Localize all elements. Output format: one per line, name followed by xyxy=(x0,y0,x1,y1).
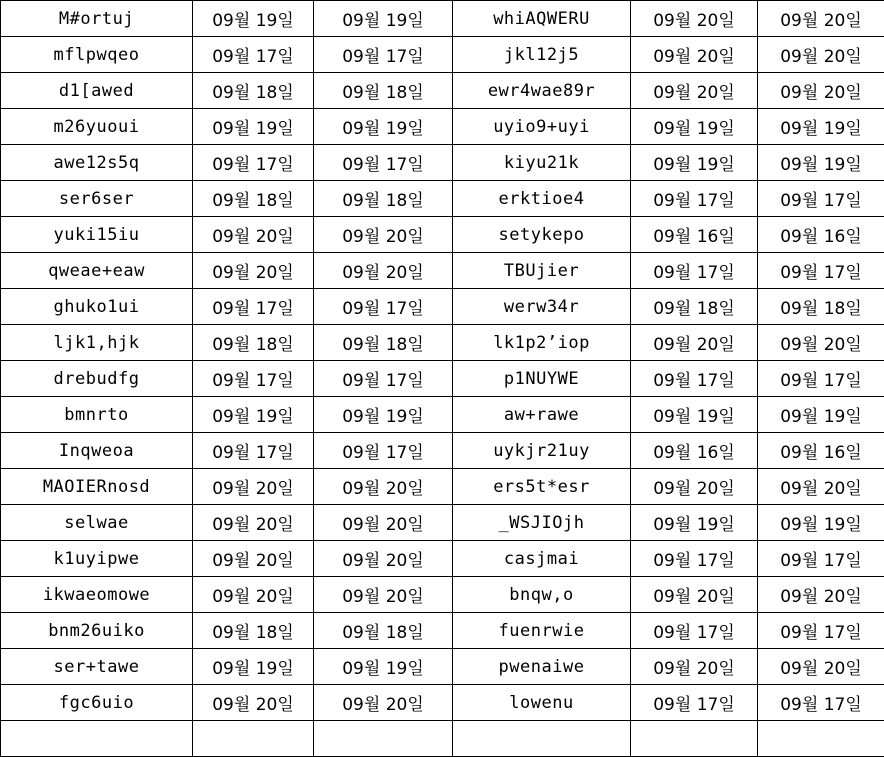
table-row xyxy=(1,73,884,109)
table-row xyxy=(1,397,884,433)
cell-name: yuki15iu xyxy=(1,217,193,253)
cell-name: d1[awed xyxy=(1,73,193,109)
cell-date: 09월 19일 xyxy=(193,649,314,685)
cell-name: casjmai xyxy=(453,541,631,577)
cell-name: setykepo xyxy=(453,217,631,253)
cell-date: 09월 17일 xyxy=(631,253,758,289)
table-row xyxy=(1,109,884,145)
cell-date: 09월 20일 xyxy=(758,649,884,685)
cell-date: 09월 18일 xyxy=(314,325,453,361)
cell-date: 09월 18일 xyxy=(193,325,314,361)
cell-name: erktioe4 xyxy=(453,181,631,217)
cell-name: kiyu21k xyxy=(453,145,631,181)
cell-date: 09월 20일 xyxy=(193,505,314,541)
cell-date: 09월 17일 xyxy=(758,253,884,289)
cell-date: 09월 20일 xyxy=(314,253,453,289)
cell-name: awe12s5q xyxy=(1,145,193,181)
cell-date: 09월 20일 xyxy=(193,541,314,577)
cell-date: 09월 17일 xyxy=(758,361,884,397)
cell-name: jkl12j5 xyxy=(453,37,631,73)
cell-date: 09월 17일 xyxy=(314,289,453,325)
cell-date: 09월 20일 xyxy=(314,541,453,577)
cell-date: 09월 19일 xyxy=(758,505,884,541)
table-row xyxy=(1,361,884,397)
cell-date: 09월 20일 xyxy=(758,73,884,109)
cell-date: 09월 20일 xyxy=(193,685,314,721)
cell-name: ser+tawe xyxy=(1,649,193,685)
cell-date: 09월 18일 xyxy=(314,73,453,109)
cell-name: werw34r xyxy=(453,289,631,325)
cell-date: 09월 20일 xyxy=(193,217,314,253)
cell-date: 09월 20일 xyxy=(758,37,884,73)
cell-date: 09월 20일 xyxy=(314,217,453,253)
cell-name: bnm26uiko xyxy=(1,613,193,649)
table-row xyxy=(1,1,884,37)
cell-name: _WSJIOjh xyxy=(453,505,631,541)
cell-name: k1uyipwe xyxy=(1,541,193,577)
cell-date: 09월 20일 xyxy=(631,325,758,361)
cell-date: 09월 20일 xyxy=(631,577,758,613)
table-row xyxy=(1,37,884,73)
cell-date: 09월 19일 xyxy=(193,109,314,145)
cell-date: 09월 20일 xyxy=(314,469,453,505)
cell-date: 09월 19일 xyxy=(758,145,884,181)
cell-date: 09월 20일 xyxy=(193,469,314,505)
cell-date: 09월 17일 xyxy=(314,145,453,181)
cell-date: 09월 16일 xyxy=(631,217,758,253)
cell-date: 09월 19일 xyxy=(193,397,314,433)
cell-date: 09월 19일 xyxy=(631,397,758,433)
cell-date: 09월 18일 xyxy=(314,181,453,217)
cell-date: 09월 20일 xyxy=(631,73,758,109)
table-row xyxy=(1,685,884,721)
table-row xyxy=(1,145,884,181)
cell-date: 09월 20일 xyxy=(314,685,453,721)
cell-date: 09월 17일 xyxy=(193,361,314,397)
cell-date: 09월 18일 xyxy=(758,289,884,325)
cell-date: 09월 19일 xyxy=(314,397,453,433)
table-row xyxy=(1,505,884,541)
cell-date: 09월 17일 xyxy=(758,613,884,649)
table-row xyxy=(1,721,884,757)
cell-name: m26yuoui xyxy=(1,109,193,145)
table-row xyxy=(1,253,884,289)
cell-name: ewr4wae89r xyxy=(453,73,631,109)
cell-name: whiAQWERU xyxy=(453,1,631,37)
cell-name xyxy=(1,721,193,757)
cell-date: 09월 17일 xyxy=(758,685,884,721)
cell-name: bnqw,o xyxy=(453,577,631,613)
cell-date: 09월 19일 xyxy=(314,649,453,685)
cell-date: 09월 18일 xyxy=(193,181,314,217)
table-row xyxy=(1,577,884,613)
cell-date: 09월 17일 xyxy=(314,361,453,397)
cell-date: 09월 19일 xyxy=(193,1,314,37)
table-row xyxy=(1,541,884,577)
cell-date: 09월 17일 xyxy=(631,685,758,721)
cell-date: 09월 20일 xyxy=(758,325,884,361)
cell-date: 09월 17일 xyxy=(193,433,314,469)
cell-name: bmnrto xyxy=(1,397,193,433)
cell-date: 09월 17일 xyxy=(758,541,884,577)
cell-date: 09월 19일 xyxy=(631,109,758,145)
cell-date: 09월 17일 xyxy=(314,37,453,73)
cell-date: 09월 20일 xyxy=(758,1,884,37)
cell-date: 09월 20일 xyxy=(631,469,758,505)
cell-date: 09월 20일 xyxy=(758,577,884,613)
cell-date xyxy=(631,721,758,757)
cell-name: pwenaiwe xyxy=(453,649,631,685)
cell-name: qweae+eaw xyxy=(1,253,193,289)
cell-date: 09월 17일 xyxy=(314,433,453,469)
cell-name: mflpwqeo xyxy=(1,37,193,73)
cell-name: fuenrwie xyxy=(453,613,631,649)
cell-name: ers5t*esr xyxy=(453,469,631,505)
cell-date: 09월 18일 xyxy=(193,613,314,649)
cell-date: 09월 20일 xyxy=(631,649,758,685)
table-row xyxy=(1,217,884,253)
cell-date: 09월 17일 xyxy=(631,361,758,397)
cell-name: ljk1,hjk xyxy=(1,325,193,361)
cell-date: 09월 20일 xyxy=(758,469,884,505)
cell-date: 09월 17일 xyxy=(193,145,314,181)
cell-name: ser6ser xyxy=(1,181,193,217)
cell-date: 09월 20일 xyxy=(314,577,453,613)
cell-date: 09월 19일 xyxy=(631,505,758,541)
cell-date: 09월 16일 xyxy=(758,217,884,253)
cell-date: 09월 18일 xyxy=(314,613,453,649)
cell-date: 09월 20일 xyxy=(193,577,314,613)
cell-name: lk1p2’iop xyxy=(453,325,631,361)
cell-date: 09월 17일 xyxy=(193,37,314,73)
cell-name: TBUjier xyxy=(453,253,631,289)
cell-name: aw+rawe xyxy=(453,397,631,433)
cell-date: 09월 17일 xyxy=(193,289,314,325)
table-row xyxy=(1,469,884,505)
cell-date: 09월 19일 xyxy=(631,145,758,181)
table-row xyxy=(1,433,884,469)
table-row xyxy=(1,289,884,325)
cell-date: 09월 19일 xyxy=(758,109,884,145)
cell-date: 09월 16일 xyxy=(631,433,758,469)
cell-date xyxy=(314,721,453,757)
cell-date: 09월 18일 xyxy=(631,289,758,325)
cell-date: 09월 20일 xyxy=(314,505,453,541)
cell-date: 09월 17일 xyxy=(631,613,758,649)
cell-date xyxy=(758,721,884,757)
cell-date: 09월 20일 xyxy=(631,37,758,73)
cell-name: MAOIERnosd xyxy=(1,469,193,505)
cell-name: M#ortuj xyxy=(1,1,193,37)
cell-date: 09월 17일 xyxy=(631,181,758,217)
cell-name: lowenu xyxy=(453,685,631,721)
cell-name: ikwaeomowe xyxy=(1,577,193,613)
table-row xyxy=(1,649,884,685)
cell-name: uykjr21uy xyxy=(453,433,631,469)
cell-date: 09월 19일 xyxy=(314,1,453,37)
table-row xyxy=(1,325,884,361)
table-row xyxy=(1,613,884,649)
cell-name: p1NUYWE xyxy=(453,361,631,397)
table-row xyxy=(1,181,884,217)
cell-date: 09월 19일 xyxy=(758,397,884,433)
cell-name: ghuko1ui xyxy=(1,289,193,325)
cell-date: 09월 17일 xyxy=(758,181,884,217)
cell-date: 09월 16일 xyxy=(758,433,884,469)
cell-date: 09월 17일 xyxy=(631,541,758,577)
cell-name: selwae xyxy=(1,505,193,541)
cell-name: fgc6uio xyxy=(1,685,193,721)
cell-name: uyio9+uyi xyxy=(453,109,631,145)
cell-date: 09월 18일 xyxy=(193,73,314,109)
cell-date: 09월 20일 xyxy=(631,1,758,37)
cell-date xyxy=(193,721,314,757)
cell-date: 09월 20일 xyxy=(193,253,314,289)
table-body xyxy=(1,1,884,757)
cell-name xyxy=(453,721,631,757)
cell-name: Inqweoa xyxy=(1,433,193,469)
cell-name: drebudfg xyxy=(1,361,193,397)
cell-date: 09월 19일 xyxy=(314,109,453,145)
